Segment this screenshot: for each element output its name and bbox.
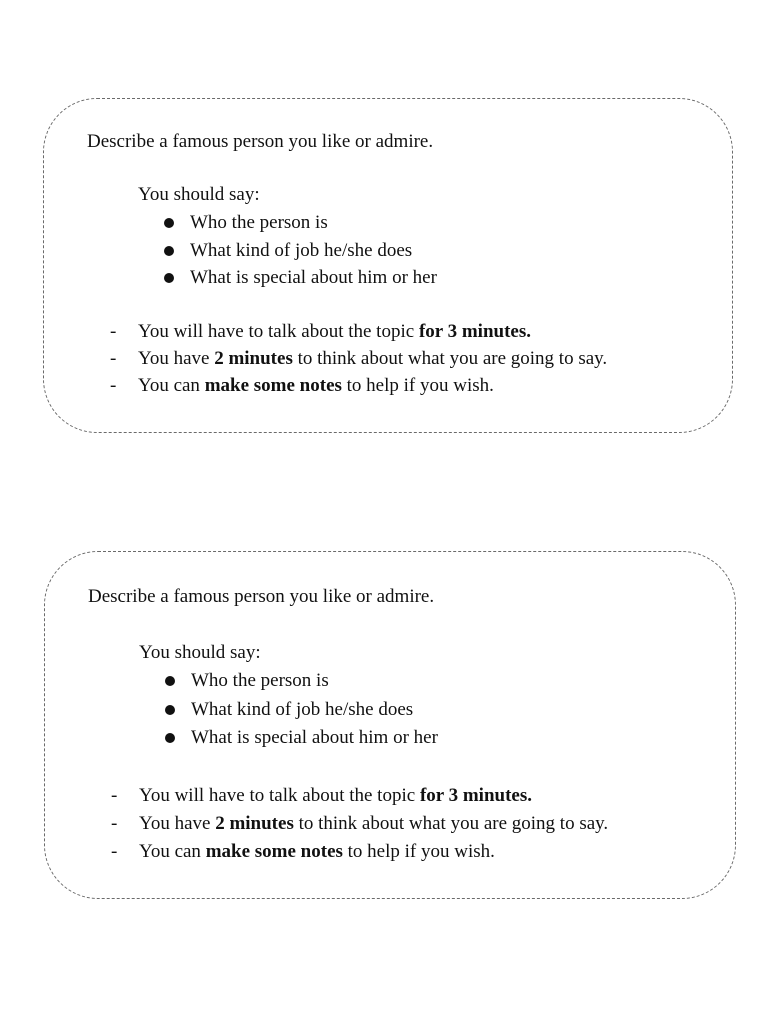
bullet-item	[165, 699, 438, 728]
bullet-icon	[165, 733, 175, 743]
instruction-emphasis: make some notes	[204, 375, 342, 396]
instruction-item	[111, 785, 608, 813]
instruction-list	[111, 785, 608, 869]
cue-card	[44, 551, 736, 899]
bullet-icon	[165, 676, 175, 686]
bullet-item	[164, 240, 437, 268]
bullet-text: What is special about him or her	[191, 727, 438, 748]
bullet-icon	[165, 705, 175, 715]
bullet-text: What is special about him or her	[190, 267, 437, 288]
instruction-emphasis: 2 minutes	[214, 348, 293, 369]
instruction-item	[110, 321, 607, 348]
instruction-emphasis: for 3 minutes.	[418, 321, 531, 342]
bullet-list	[165, 670, 438, 756]
bullet-text: What kind of job he/she does	[190, 239, 413, 261]
bullet-item	[164, 212, 437, 240]
instruction-text: You will have to talk about the topic	[138, 321, 419, 342]
instruction-list	[110, 321, 607, 402]
dash-marker: -	[110, 348, 117, 369]
cue-card-prompt: Describe a famous person you like or admire.	[87, 131, 434, 152]
dash-marker: -	[110, 375, 117, 396]
cue-card-prompt: Describe a famous person you like or admire.	[88, 586, 435, 607]
dash-marker: -	[111, 841, 118, 862]
instruction-text-end: to help if you wish.	[341, 375, 494, 396]
instruction-emphasis: 2 minutes	[215, 813, 294, 834]
instruction-text: You have	[138, 348, 215, 369]
instruction-item	[111, 841, 608, 869]
bullet-item	[165, 670, 438, 699]
instruction-text: You can	[138, 375, 205, 396]
bullet-text: What kind of job he/she does	[191, 698, 414, 720]
should-say-heading: You should say:	[139, 642, 261, 663]
dash-marker: -	[110, 321, 117, 342]
instruction-text: You can	[139, 841, 206, 862]
should-say-heading: You should say:	[138, 184, 260, 205]
instruction-item	[110, 375, 607, 402]
bullet-icon	[164, 273, 174, 283]
instruction-text-end: to think about what you are going to say.	[292, 348, 608, 369]
cue-card	[43, 98, 733, 433]
instruction-item	[111, 813, 608, 841]
bullet-icon	[164, 218, 174, 228]
dash-marker: -	[111, 785, 118, 806]
instruction-text: You will have to talk about the topic	[139, 785, 420, 806]
bullet-icon	[164, 246, 174, 256]
dash-marker: -	[111, 813, 118, 834]
bullet-text: Who the person is	[191, 670, 329, 691]
instruction-text: You have	[139, 813, 216, 834]
instruction-text-end: to think about what you are going to say.	[293, 813, 609, 834]
instruction-text-end: to help if you wish.	[342, 841, 495, 862]
bullet-item	[165, 727, 438, 756]
instruction-item	[110, 348, 607, 375]
instruction-emphasis: make some notes	[205, 841, 343, 862]
bullet-text: Who the person is	[190, 212, 328, 233]
bullet-list	[164, 212, 437, 295]
bullet-item	[164, 267, 437, 295]
instruction-emphasis: for 3 minutes.	[419, 785, 532, 806]
